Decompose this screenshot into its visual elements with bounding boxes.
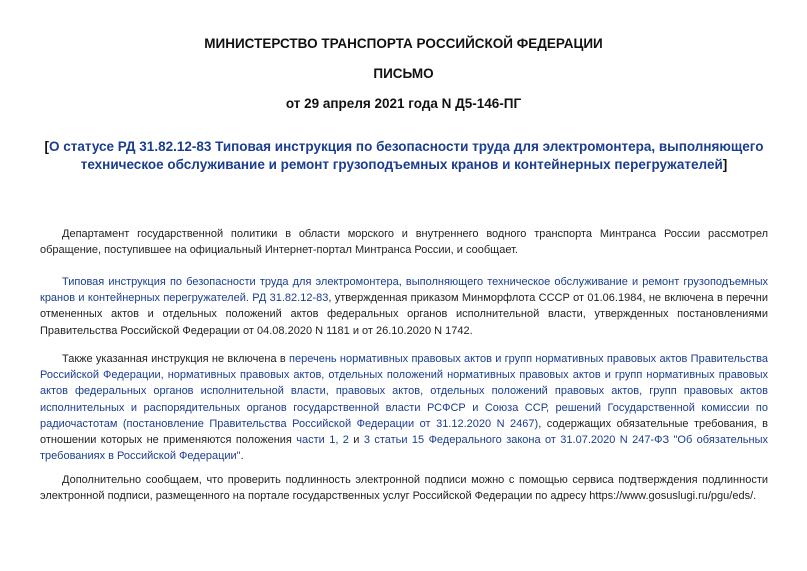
paragraph-2: Типовая инструкция по безопасности труда для электромонтера, выполняющего техническое обслуживание и ремонт грузоподъемных кранов и контейнерных перегружателей. РД 31.82.12-83, утвержденная приказом Минморфлота СССР от 01.06.1984, не включена в перечни отмененных актов и отдельных положений актов федеральных органов исполнительной власти, утвержденных постановлениями Правительства Российской Федерации от 04.08.2020 N 1181 и от 26.10.2020 N 1742.: [40, 276, 769, 337]
document-date-number: от 29 апреля 2021 года N Д5-146-ПГ: [285, 96, 522, 111]
title-link[interactable]: РД 31.82.12-83 Типовая инструкция по безопасности труда для электромонтера, выполняющего техническое обслуживание и ремонт грузоподъемных кранов и контейнерных перегружателей: [80, 139, 764, 172]
federal-law-link[interactable]: 3 статьи 15 Федерального закона от 31.07.2020 N 247-ФЗ "Об обязательных требованиях в Российской Федерации": [40, 434, 769, 463]
ministry-heading: МИНИСТЕРСТВО ТРАНСПОРТА РОССИЙСКОЙ ФЕДЕРАЦИИ: [204, 36, 603, 51]
paragraph-4: Дополнительно сообщаем, что проверить подлинность электронной подписи можно с помощью сервиса подтверждения подлинности электронной подписи, размещенного на портале государственных услуг Российской Федерации по адресу https://www.gosuslugi.ru/pgu/eds/.: [40, 474, 768, 503]
instruction-link[interactable]: Типовая инструкция по безопасности труда для электромонтера, выполняющего техническое обслуживание и ремонт грузоподъемных кранов и контейнерных перегружателей. РД 31.82.12-83: [40, 276, 768, 305]
title-prefix: О статусе: [49, 139, 118, 154]
parts-link[interactable]: части 1, 2: [296, 434, 349, 447]
paragraph-1: Департамент государственной политики в области морского и внутреннего водного транспорта Минтранса России рассмотрел обращение, поступившее на официальный Интернет-портал Минтранса России, и сообщает.: [40, 228, 768, 257]
document-title: [О статусе РД 31.82.12-83 Типовая инструкция по безопасности труда для электромонтера, выполняющего техническое обслуживание и ремонт грузоподъемных кранов и контейнерных перегружателей]: [44, 139, 764, 172]
document-type: ПИСЬМО: [373, 66, 434, 81]
list-of-acts-link[interactable]: перечень нормативных правовых актов и групп нормативных правовых актов Правительства Российской Федерации, нормативных правовых актов, отдельных положений нормативных правовых актов и групп нормативных правовых актов федеральных органов исполнительной власти, правовых актов, отдельных положений правовых актов, групп правовых актов исполнительных и распорядительных органов государственной власти РСФСР и Союза ССР, решений Государственной комиссии по радиочастотам (постановление Правительства Российской Федерации от 31.12.2020 N 2467): [40, 353, 769, 430]
paragraph-3: Также указанная инструкция не включена в перечень нормативных правовых актов и групп нормативных правовых актов Правительства Российской Федерации, нормативных правовых актов, отдельных положений нормативных правовых актов и групп нормативных правовых актов федеральных органов исполнительной власти, правовых актов, отдельных положений правовых актов, групп правовых актов исполнительных и распорядительных органов государственной власти РСФСР и Союза ССР, решений Государственной комиссии по радиочастотам (постановление Правительства Российской Федерации от 31.12.2020 N 2467), содержащих обязательные требования, в отношении которых не применяются положения части 1, 2 и 3 статьи 15 Федерального закона от 31.07.2020 N 247-ФЗ "Об обязательных требованиях в Российской Федерации".: [40, 353, 769, 463]
